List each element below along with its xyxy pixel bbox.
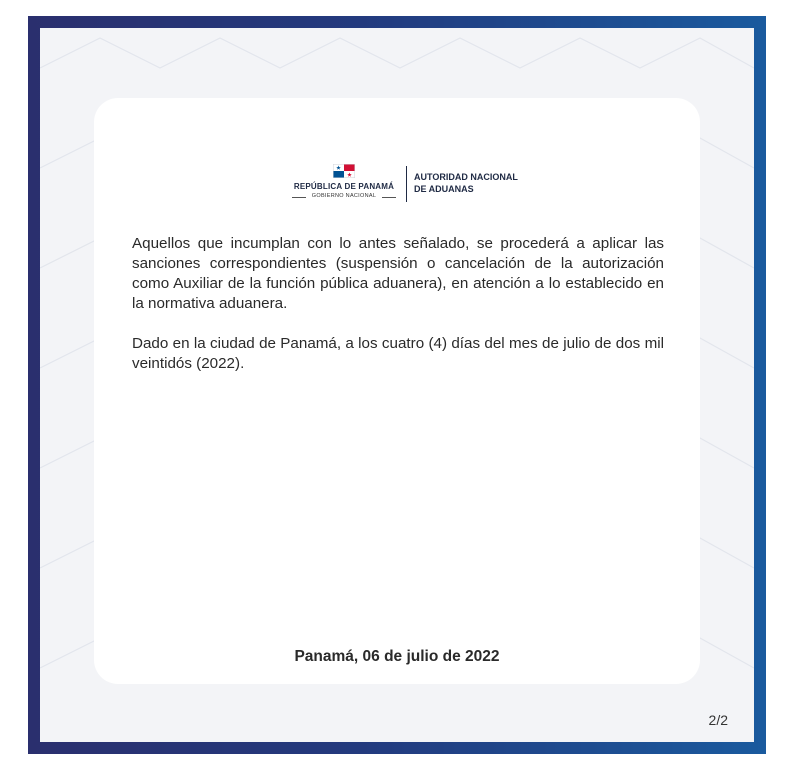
divider-line bbox=[292, 197, 306, 198]
content-card bbox=[94, 98, 700, 684]
agency-name-line1: AUTORIDAD NACIONAL bbox=[414, 172, 518, 182]
agency-name-line2: DE ADUANAS bbox=[414, 184, 474, 194]
paragraph-sanctions: Aquellos que incumplan con lo antes señalado, se procederá a aplicar las sanciones correspondientes (suspensión o cancelación de la autorización como Auxiliar de la función pública aduanera), en atención a lo establecido en la normativa aduanera. bbox=[132, 235, 664, 312]
agency-name bbox=[414, 171, 518, 195]
paragraph-given: Dado en la ciudad de Panamá, a los cuatro (4) días del mes de julio de dos mil veintidós (2022). bbox=[132, 335, 664, 372]
document-body bbox=[132, 234, 664, 374]
divider-line bbox=[382, 197, 396, 198]
government-subtitle: GOBIERNO NACIONAL bbox=[311, 193, 377, 199]
government-logo bbox=[290, 164, 398, 204]
government-subtitle-row bbox=[290, 193, 398, 201]
country-name: REPÚBLICA DE PANAMÁ bbox=[293, 182, 395, 191]
background-panel bbox=[40, 28, 754, 742]
page-number: 2/2 bbox=[708, 712, 728, 728]
page-frame bbox=[28, 16, 766, 754]
header-logo bbox=[290, 164, 550, 204]
document-date: Panamá, 06 de julio de 2022 bbox=[294, 648, 500, 665]
logo-divider bbox=[406, 166, 407, 202]
panama-flag-icon bbox=[333, 164, 355, 178]
